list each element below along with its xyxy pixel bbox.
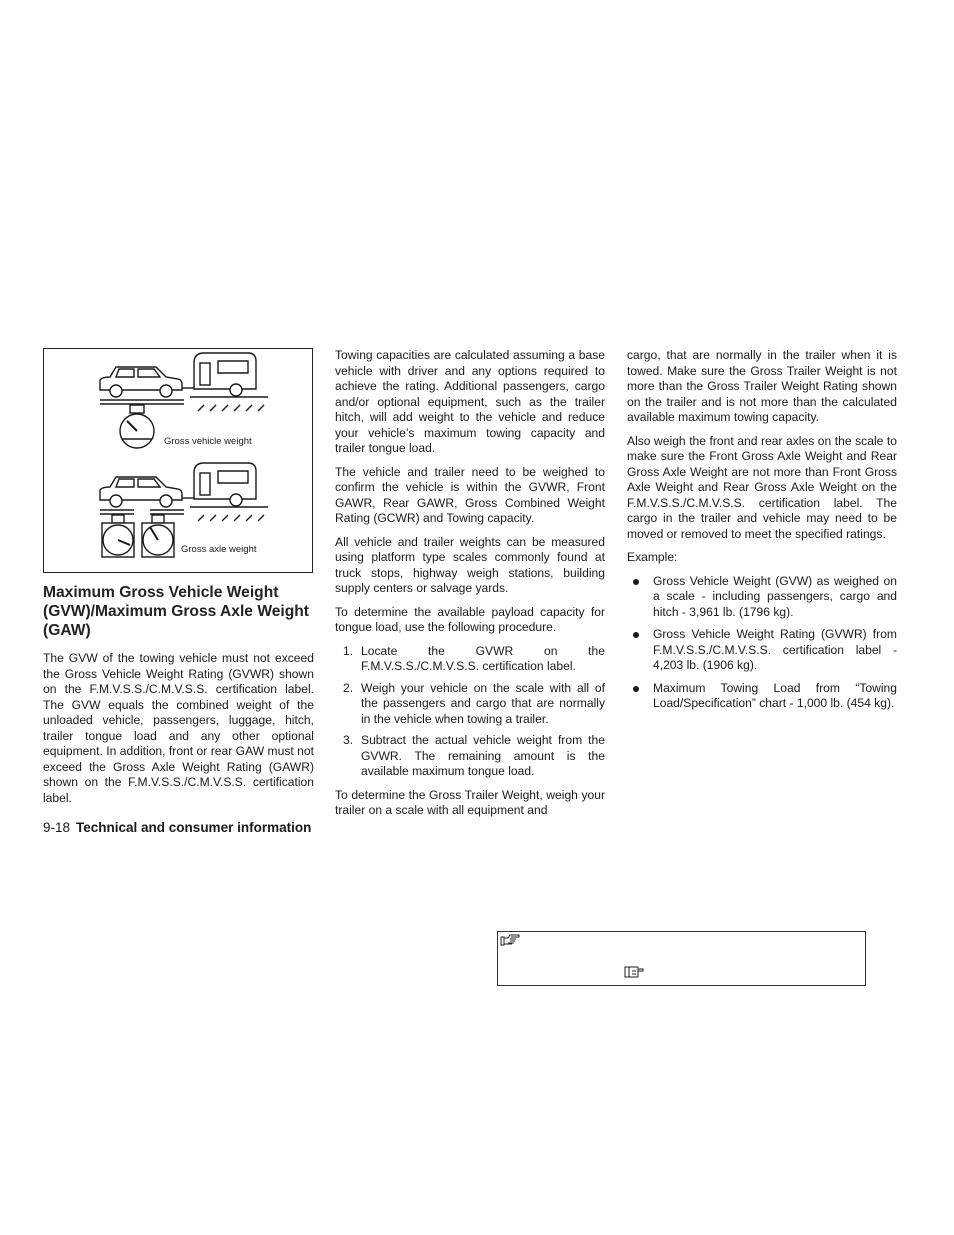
figure-label-gross-vehicle-weight: Gross vehicle weight <box>164 436 252 447</box>
page-footer <box>43 820 311 835</box>
list-item: Gross Vehicle Weight Rating (GVWR) from F.M.V.S.S./C.M.V.S.S. certification label - 4,203 lb. (1906 kg). <box>627 627 897 674</box>
trailer-icon <box>194 353 256 396</box>
list-item: 1. Locate the GVWR on the F.M.V.S.S./C.M.V.S.S. certification label. <box>343 643 605 673</box>
list-item: Gross Vehicle Weight (GVW) as weighed on a scale - including passengers, cargo and hitch - 3,961 lb. (1796 kg). <box>627 574 897 621</box>
page-number: 9-18 <box>43 820 71 835</box>
bullet-icon <box>633 579 639 585</box>
bullet-icon <box>633 686 639 692</box>
section-title: Technical and consumer information <box>76 820 312 835</box>
figure-label-gross-axle-weight: Gross axle weight <box>181 544 257 555</box>
section-heading: Maximum Gross Vehicle Weight (GVW)/Maximum Gross Axle Weight (GAW) <box>43 584 309 639</box>
scale-dial-icon <box>142 515 174 557</box>
pointing-hand-icon <box>624 965 644 979</box>
paragraph: The vehicle and trailer need to be weighed to confirm the vehicle is within the GVWR, Front GAWR, Rear GAWR, Gross Combined Weight Rating (GCWR) and Towing capacity. <box>335 464 605 525</box>
example-list <box>627 574 897 712</box>
note-box <box>497 931 866 986</box>
car-icon <box>100 477 182 507</box>
scale-dial-icon <box>120 405 154 448</box>
paragraph: Towing capacities are calculated assuming a base vehicle with driver and any options required to achieve the rating. Additional passengers, cargo and/or optional equipment, such as the trailer hitch, will add weight to the vehicle and reduce your vehicle’s maximum towing capacity and trailer tongue load. <box>335 348 605 455</box>
column-middle <box>335 348 605 827</box>
trailer-icon <box>194 463 256 506</box>
car-icon <box>100 367 182 397</box>
list-item: Maximum Towing Load from “Towing Load/Specification” chart - 1,000 lb. (454 kg). <box>627 681 897 712</box>
pointing-hand-icon <box>500 933 520 947</box>
paragraph: All vehicle and trailer weights can be measured using platform type scales commonly found at truck stops, highway weigh stations, building supply centers or salvage yards. <box>335 534 605 595</box>
paragraph: Also weigh the front and rear axles on the scale to make sure the Front Gross Axle Weight and Rear Gross Axle Weight are not more than Front Gross Axle Weight and Rear Gross Axle Weight on the F.M.V.S.S./C.M.V.S.S. certification label. The cargo in the trailer and vehicle may need to be moved or removed to meet the specified ratings. <box>627 433 897 541</box>
column-right <box>627 348 897 719</box>
paragraph: The GVW of the towing vehicle must not exceed the Gross Vehicle Weight Rating (GVWR) shown on the F.M.V.S.S./C.M.V.S.S. certification label. The GVW equals the combined weight of the unloaded vehicle, passengers, luggage, hitch, trailer tongue load and any other optional equipment. In addition, front or rear GAW must not exceed the Gross Axle Weight Rating (GAWR) shown on the F.M.V.S.S./C.M.V.S.S. certification label. <box>43 651 314 805</box>
scale-dial-icon <box>102 515 134 557</box>
list-item: 3. Subtract the actual vehicle weight from the GVWR. The remaining amount is the available maximum tongue load. <box>343 733 605 778</box>
column-left <box>43 348 314 814</box>
example-label: Example: <box>627 550 678 564</box>
paragraph: cargo, that are normally in the trailer when it is towed. Make sure the Gross Trailer Weight is not more than the Gross Trailer Weight Rating shown on the trailer and is not more than the calculated available maximum towing capacity. <box>627 348 897 424</box>
paragraph: To determine the available payload capacity for tongue load, use the following procedure. <box>335 604 605 634</box>
weigh-scale-illustration <box>44 349 312 572</box>
list-item: 2. Weigh your vehicle on the scale with all of the passengers and cargo that are normally in the vehicle when towing a trailer. <box>343 680 605 726</box>
paragraph: To determine the Gross Trailer Weight, weigh your trailer on a scale with all equipment and <box>335 787 605 817</box>
bullet-icon <box>633 632 639 638</box>
procedure-list <box>335 644 605 780</box>
towing-weight-figure <box>43 348 313 573</box>
